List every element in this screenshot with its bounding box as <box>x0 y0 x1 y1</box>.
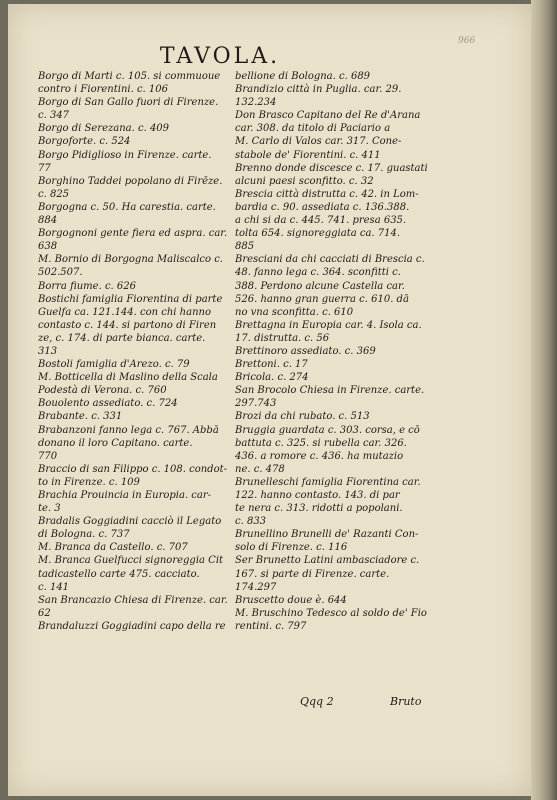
index-entry-line: Borgognoni gente fiera ed aspra. car. <box>38 228 228 240</box>
index-entry-line: no vna sconfitta. c. 610 <box>235 306 354 318</box>
index-entry-line: Braccio di san Filippo c. 108. condot- <box>38 463 227 475</box>
index-entry-line: Bostichi famiglia Fiorentina di parte <box>38 293 223 305</box>
index-entry-line: Podestà di Verona. c. 760 <box>38 385 167 397</box>
index-entry-line: Borgo di San Gallo fuori di Firenze. <box>38 97 219 109</box>
index-entry-line: Bouolento assediato. c. 724 <box>38 398 178 410</box>
index-entry-line: San Brancazio Chiesa di Firenze. car. <box>38 594 228 606</box>
index-entry-line: Bruscetto doue è. 644 <box>235 594 347 606</box>
index-column-right <box>235 70 430 633</box>
index-entry-line: Bostoli famiglia d'Arezo. c. 79 <box>38 359 190 371</box>
index-entry-line: battuta c. 325. si rubella car. 326. <box>235 437 407 449</box>
index-entry-line: te. 3 <box>38 503 61 515</box>
index-entry-line: Brunelleschi famiglia Fiorentina car. <box>235 476 421 488</box>
signature-mark: Qqq 2 <box>300 695 334 708</box>
index-entry-line: donano il loro Capitano. carte. <box>38 437 193 449</box>
index-entry-line: San Brocolo Chiesa in Firenze. carte. <box>235 385 425 397</box>
index-entry-line: di Bologna. c. 737 <box>38 529 130 541</box>
index-entry-line: 77 <box>38 162 51 174</box>
index-entry-line: Borgogna c. 50. Ha carestia. carte. <box>38 201 216 213</box>
index-entry-line: 526. hanno gran guerra c. 610. dā <box>235 293 409 305</box>
index-entry-line: Borgo di Marti c. 105. si commuoue <box>38 71 221 82</box>
index-entry-line: alcuni paesi sconfitto. c. 32 <box>235 175 374 187</box>
index-entry-line: c. 833 <box>235 516 267 528</box>
index-entry-line: a chi si da c. 445. 741. presa 635. <box>235 215 407 227</box>
index-entry-line: 638 <box>38 241 58 253</box>
index-entry-line: 174.297 <box>235 581 277 593</box>
index-entry-line: Bradalis Goggiadini cacciò il Legato <box>38 516 222 528</box>
index-entry-line: 388. Perdono alcune Castella car. <box>235 280 405 292</box>
index-entry-line: Brescia città distrutta c. 42. in Lom- <box>235 188 419 200</box>
index-entry-line: solo di Firenze. c. 116 <box>235 542 348 554</box>
index-entry-line: te nera c. 313. ridotti a popolani. <box>235 503 403 515</box>
index-entry-line: contro i Fiorentini. c. 106 <box>38 84 168 96</box>
page-title: TAVOLA. <box>159 44 281 69</box>
index-column-left <box>38 70 233 633</box>
index-entry-line: contasto c. 144. si partono di Firen <box>38 319 217 331</box>
index-entry-line: M. Branca Guelfucci signoreggia Cit <box>38 555 224 567</box>
index-entry-line: Brettoni. c. 17 <box>235 359 308 371</box>
index-entry-line: Brandizio città in Puglia. car. 29. <box>235 84 402 96</box>
index-entry-line: 17. distrutta. c. 56 <box>235 332 330 344</box>
index-entry-line: to in Firenze. c. 109 <box>38 476 140 488</box>
index-entry-line: Bruggia guardata c. 303. corsa, e cō <box>235 424 420 436</box>
corner-mark: 966 <box>458 36 476 46</box>
index-entry-line: ze, c. 174. di parte bianca. carte. <box>38 332 206 344</box>
index-entry-line: bardia c. 90. assediata c. 136.388. <box>235 201 410 213</box>
index-entry-line: Brozi da chi rubato. c. 513 <box>235 411 370 423</box>
index-entry-line: 502.507. <box>38 267 83 279</box>
index-entry-line: Ser Brunetto Latini ambasciadore c. <box>235 555 420 567</box>
index-entry-line: Brandaluzzi Goggiadini capo della re <box>38 620 226 632</box>
index-entry-line: c. 825 <box>38 188 70 200</box>
index-entry-line: c. 141 <box>38 581 70 593</box>
index-entry-line: rentini. c. 797 <box>235 620 307 632</box>
index-entry-line: 436. a romore c. 436. ha mutazio <box>235 450 404 462</box>
index-entry-line: Brenno donde discesce c. 17. guastati <box>235 162 428 174</box>
index-entry-line: 884 <box>38 215 58 227</box>
index-entry-line: Brunellino Brunelli de' Razanti Con- <box>235 529 419 541</box>
catchword: Bruto <box>390 695 422 708</box>
index-entry-line: M. Branca da Castello. c. 707 <box>38 542 188 554</box>
index-entry-line: 297.743 <box>235 398 277 410</box>
index-entry-line: Borra fiume. c. 626 <box>38 280 136 292</box>
index-entry-line: Brettagna in Europia car. 4. Isola ca. <box>235 319 422 331</box>
index-entry-line: c. 347 <box>38 110 70 122</box>
index-entry-line: Brabanzoni fanno lega c. 767. Abbā <box>38 424 219 436</box>
index-entry-line: 770 <box>38 450 58 462</box>
index-entry-line: M. Bornio di Borgogna Maliscalco c. <box>38 254 223 266</box>
index-entry-line: 167. si parte di Firenze. carte. <box>235 568 390 580</box>
index-entry-line: 62 <box>38 607 51 619</box>
page-edge <box>531 0 557 800</box>
index-entry-line: bellione di Bologna. c. 689 <box>235 71 371 82</box>
index-entry-line: Borgoforte. c. 524 <box>38 136 131 148</box>
index-entry-line: car. 308. da titolo di Paciario a <box>235 123 391 135</box>
index-entry-line: ne. c. 478 <box>235 463 285 475</box>
index-entry-line: stabole de' Fiorentini. c. 411 <box>235 149 381 161</box>
index-entry-line: Bresciani da chi cacciati di Brescia c. <box>235 254 425 266</box>
index-entry-line: Brettinoro assediato. c. 369 <box>235 345 376 357</box>
index-entry-line: Borgo Pidiglioso in Firenze. carte. <box>38 149 212 161</box>
index-entry-line: M. Carlo di Valos car. 317. Cone- <box>235 136 402 148</box>
index-entry-line: tolta 654. signoreggiata ca. 714. <box>235 228 401 240</box>
index-entry-line: 48. fanno lega c. 364. sconfitti c. <box>235 267 401 279</box>
index-entry-line: 122. hanno contasto. 143. di par <box>235 490 400 501</box>
index-entry-line: Guelfa ca. 121.144. con chi hanno <box>38 306 211 318</box>
index-entry-line: 885 <box>235 241 255 253</box>
index-entry-line: Don Brasco Capitano del Re d'Arana <box>235 110 421 122</box>
index-entry-line: Borghino Taddei popolano di Firēze. <box>38 175 223 187</box>
index-entry-line: M. Botticella di Maslino della Scala <box>38 372 218 384</box>
index-entry-line: Brabante. c. 331 <box>38 411 123 423</box>
index-entry-line: 313 <box>38 345 58 357</box>
index-entry-line: 132.234 <box>235 97 277 109</box>
index-entry-line: Brachia Prouincia in Europia. car- <box>38 490 212 501</box>
index-entry-line: tadicastello carte 475. cacciato. <box>38 568 200 580</box>
index-entry-line: M. Bruschino Tedesco al soldo de' Fio <box>235 607 427 619</box>
index-entry-line: Borgo di Serezana. c. 409 <box>38 123 170 135</box>
index-entry-line: Bricola. c. 274 <box>235 372 309 384</box>
